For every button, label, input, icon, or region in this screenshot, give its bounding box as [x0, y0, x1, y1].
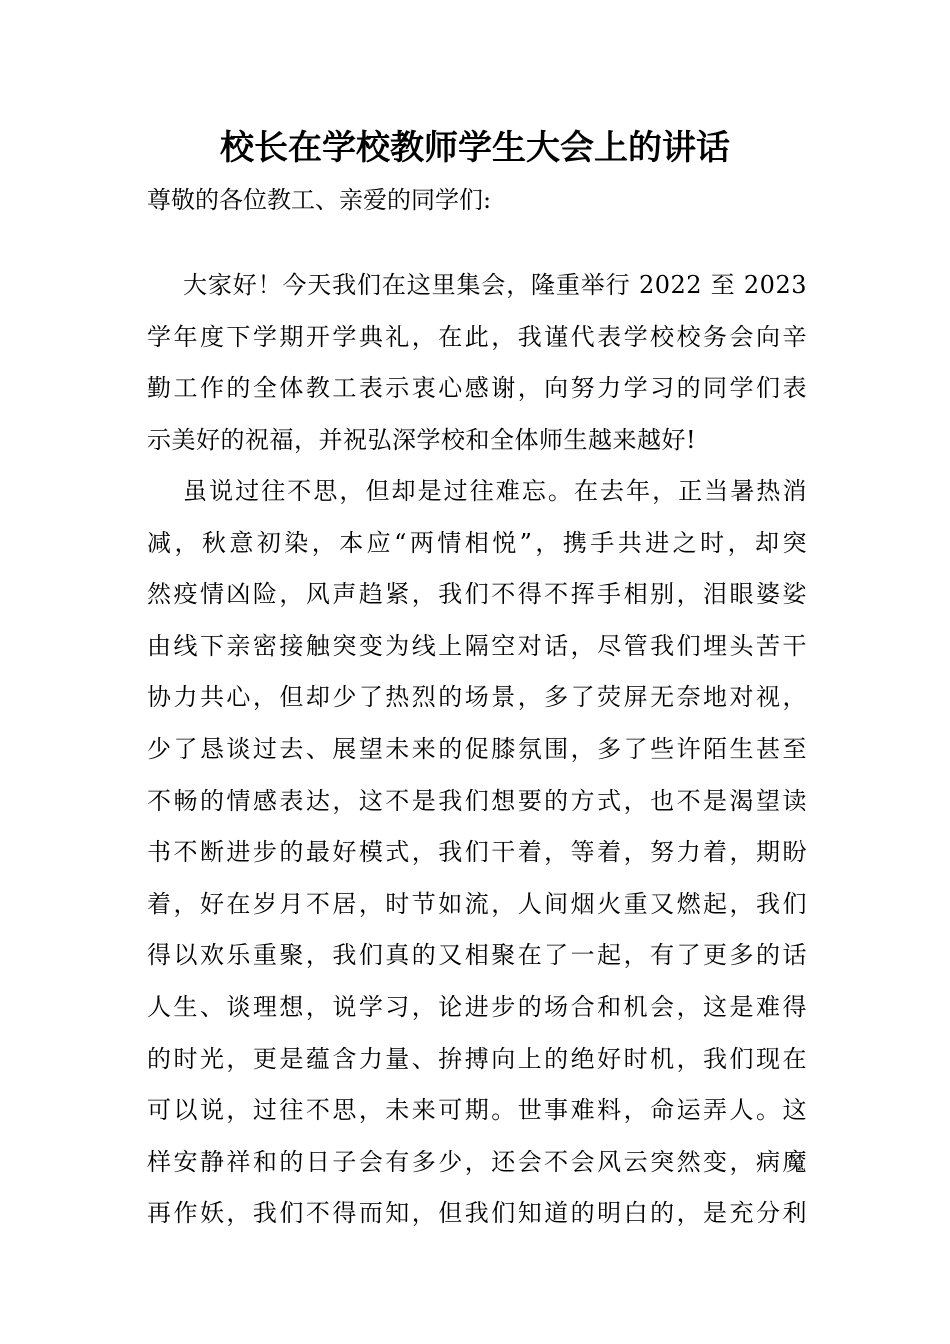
paragraph-line: 样安静祥和的日子会有多少，还会不会风云突然变，病魔 — [147, 1147, 807, 1176]
paragraph-line: 减，秋意初染，本应“两情相悦”，携手共进之时，却突 — [147, 528, 807, 557]
paragraph-line: 由线下亲密接触突变为线上隔空对话，尽管我们埋头苦干 — [147, 631, 807, 660]
paragraph-line: 不畅的情感表达，这不是我们想要的方式，也不是渴望读 — [147, 786, 807, 815]
paragraph-line: 再作妖，我们不得而知，但我们知道的明白的，是充分利 — [147, 1199, 807, 1228]
paragraph-line: 协力共心，但却少了热烈的场景，多了荧屏无奈地对视， — [147, 683, 807, 712]
paragraph-line: 虽说过往不思，但却是过往难忘。在去年，正当暑热消 — [183, 477, 807, 505]
paragraph-line: 人生、谈理想，说学习，论进步的场合和机会，这是难得 — [147, 992, 807, 1021]
paragraph-line: 学年度下学期开学典礼，在此，我谨代表学校校务会向辛 — [147, 322, 807, 351]
paragraph-line: 示美好的祝福，并祝弘深学校和全体师生越来越好! — [147, 425, 697, 454]
paragraph-reflection — [147, 466, 807, 1240]
paragraph-line: 书不断进步的最好模式，我们干着，等着，努力着，期盼 — [147, 838, 807, 867]
paragraph-line: 大家好！今天我们在这里集会，隆重举行 2022 至 2023 — [183, 271, 807, 299]
paragraph-line: 少了恳谈过去、展望未来的促膝氛围，多了些许陌生甚至 — [147, 734, 807, 763]
paragraph-opening — [147, 260, 807, 466]
paragraph-line: 着，好在岁月不居，时节如流，人间烟火重又燃起，我们 — [147, 889, 807, 918]
document-title: 校长在学校教师学生大会上的讲话 — [220, 128, 730, 168]
paragraph-line: 勤工作的全体教工表示衷心感谢，向努力学习的同学们表 — [147, 374, 807, 403]
paragraph-line: 得以欢乐重聚，我们真的又相聚在了一起，有了更多的话 — [147, 941, 807, 970]
paragraph-line: 的时光，更是蕴含力量、拚搏向上的绝好时机，我们现在 — [147, 1044, 807, 1073]
paragraph-line: 可以说，过往不思，未来可期。世事难料，命运弄人。这 — [147, 1096, 807, 1125]
paragraph-line: 然疫情凶险，风声趋紧，我们不得不挥手相别，泪眼婆娑 — [147, 580, 807, 609]
salutation: 尊敬的各位教工、亲爱的同学们: — [147, 186, 492, 214]
